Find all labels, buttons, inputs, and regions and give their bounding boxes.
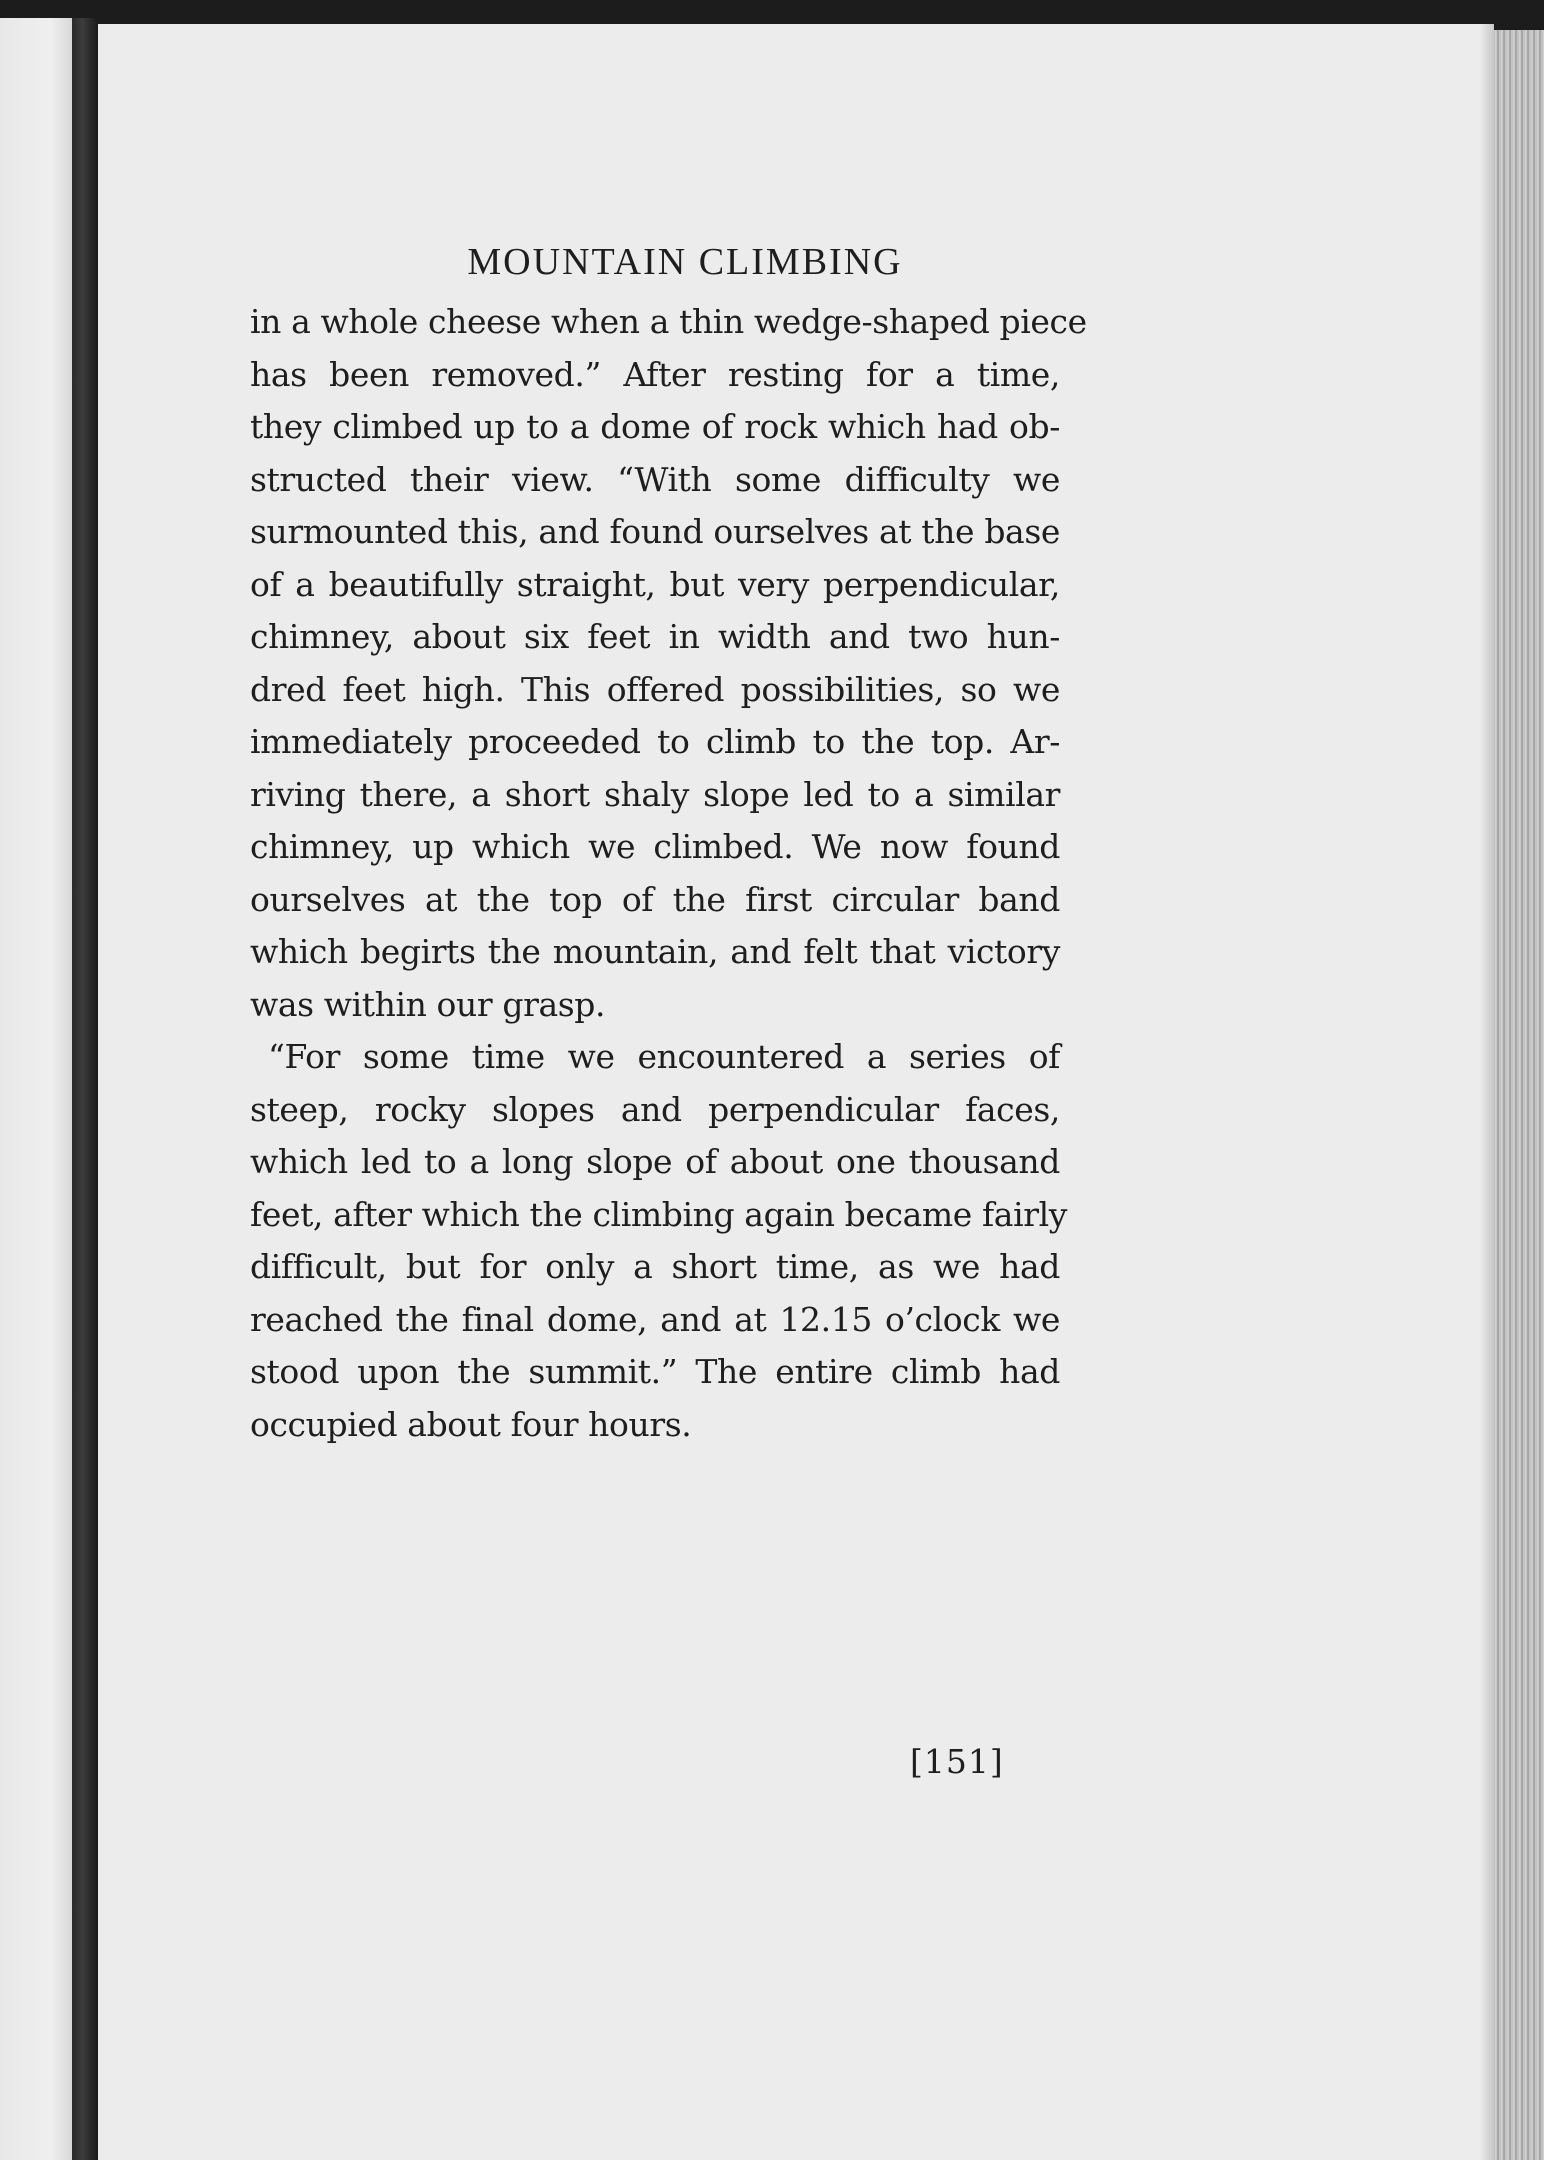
text-line: reached the final dome, and at 12.15 o’clock we — [250, 1299, 1060, 1339]
text-line: in a whole cheese when a thin wedge-shaped piece — [250, 302, 1087, 341]
text-line: immediately proceeded to climb to the top. Ar- — [250, 722, 1060, 761]
text-line: feet, after which the climbing again became fairly — [250, 1194, 1068, 1234]
text-line: which begirts the mountain, and felt that victory — [250, 932, 1060, 971]
running-head: MOUNTAIN CLIMBING — [467, 241, 903, 283]
page-text-block — [250, 240, 1087, 1451]
text-line: stood upon the summit.” The entire climb had — [250, 1352, 1060, 1391]
book-gutter — [72, 18, 98, 2160]
text-line: “For some time we encountered a series of — [268, 1037, 1060, 1076]
page-stack-edges — [1494, 30, 1544, 2160]
text-line: has been removed.” After resting for a time, — [250, 354, 1060, 394]
text-line: structed their view. “With some difficulty we — [250, 459, 1060, 499]
text-line: occupied about four hours. — [250, 1404, 692, 1444]
text-line: chimney, about six feet in width and two hun- — [250, 617, 1060, 656]
text-line: they climbed up to a dome of rock which had ob- — [250, 407, 1060, 446]
text-line: difficult, but for only a short time, as we had — [250, 1247, 1060, 1286]
text-line: surmounted this, and found ourselves at the base — [250, 512, 1060, 551]
text-line: riving there, a short shaly slope led to a similar — [250, 774, 1060, 814]
text-line: which led to a long slope of about one thousand — [250, 1142, 1060, 1181]
text-line: was within our grasp. — [250, 984, 606, 1024]
text-line: steep, rocky slopes and perpendicular faces, — [250, 1089, 1060, 1129]
facing-page-edge — [0, 18, 72, 2160]
text-line: of a beautifully straight, but very perpendicular, — [250, 564, 1060, 604]
text-line: ourselves at the top of the first circular band — [250, 879, 1060, 919]
page-number: [151] — [910, 1742, 1004, 1781]
text-line: dred feet high. This offered possibilities, so we — [250, 669, 1060, 709]
text-line: chimney, up which we climbed. We now found — [250, 827, 1060, 866]
